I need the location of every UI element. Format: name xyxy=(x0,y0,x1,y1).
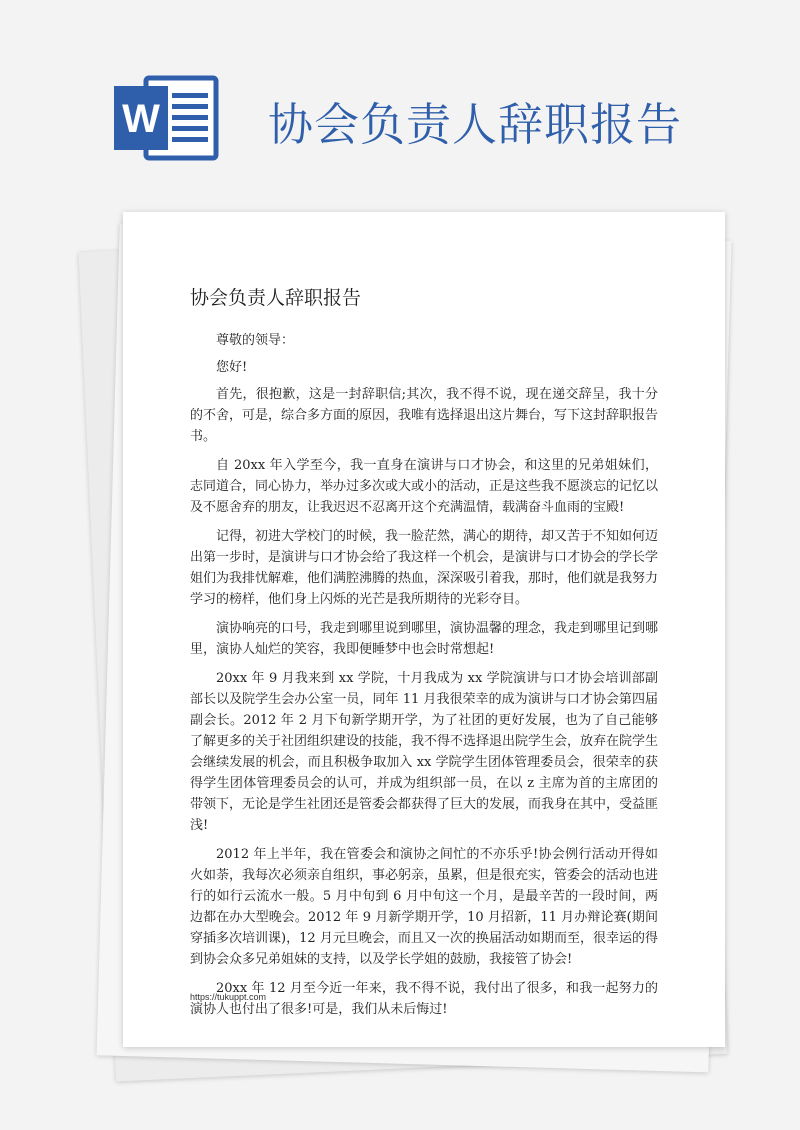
salutation: 尊敬的领导： xyxy=(216,333,295,348)
paragraph: 记得，初进大学校门的时候，我一脸茫然，满心的期待，却又苦于不知如何迈出第一步时，是演讲与口才协会给了我这样一个机会，是演讲与口才协会的学长学姐们为我排忧解难，他们满腔沸腾的热血，深深吸引着我，那时，他们就是我努力学习的榜样，他们身上闪烁的光芒是我所期待的光彩夺目。 xyxy=(190,529,659,607)
word-document-icon xyxy=(112,74,220,162)
paragraph: 20xx 年 12 月至今近一年来，我不得不说，我付出了很多，和我一起努力的演协人也付出了很多!可是，我们从未后悔过! xyxy=(190,981,658,1017)
banner-title: 协会负责人辞职报告 xyxy=(268,98,683,151)
paragraph: 演协响亮的口号，我走到哪里说到哪里，演协温馨的理念，我走到哪里记到哪里，演协人灿烂的笑容，我即便睡梦中也会时常想起! xyxy=(190,621,659,657)
document-body xyxy=(190,330,658,1028)
paragraph: 20xx 年 9 月我来到 xx 学院，十月我成为 xx 学院演讲与口才协会培训部副部长以及院学生会办公室一员，同年 11 月我很荣幸的成为演讲与口才协会第四届副会长。2012 年 2 月下旬新学期开学，为了社团的更好发展，也为了自己能够了解更多的关于社团组织建设的技能，我不得不选择退出院学生会，放弃在院学生会继续发展的机会，而且积极争取加入 xx 学院学生团体管理委员会，很荣幸的获得学生团体管理委员会的认可，并成为组织部一员，在以 z 主席为首的主席团的带领下，无论是学生社团还是管委会都获得了巨大的发展，而我身在其中，受益匪浅! xyxy=(190,671,659,833)
paragraph: 首先，很抱歉，这是一封辞职信;其次，我不得不说，现在递交辞呈，我十分的不舍，可是，综合多方面的原因，我唯有选择退出这片舞台，写下这封辞职报告书。 xyxy=(190,387,659,444)
paragraph: 2012 年上半年，我在管委会和演协之间忙的不亦乐乎!协会例行活动开得如火如荼，我每次必须亲自组织，事必躬亲，虽累，但是很充实，管委会的活动也进行的如行云流水一般。5 月中旬到 6 月中旬这一个月，是最辛苦的一段时间，两边都在办大型晚会。2012 年 9 月新学期开学，10 月招新，11 月办辩论赛(期间穿插多次培训课)，12 月元旦晚会，而且又一次的换届活动如期而至，很幸运的得到协会众多兄弟姐妹的支持，以及学长学姐的鼓励，我接管了协会! xyxy=(190,847,659,967)
logo-letter: W xyxy=(122,97,160,141)
paragraph: 自 20xx 年入学至今，我一直身在演讲与口才协会，和这里的兄弟姐妹们，志同道合，同心协力，举办过多次或大或小的活动，正是这些我不愿淡忘的记忆以及不愿舍弃的朋友，让我迟迟不忍离开这个充满温情，载满奋斗血雨的宝殿! xyxy=(190,458,659,515)
document-title: 协会负责人辞职报告 xyxy=(190,287,362,309)
footer-url: https://tukuppt.com xyxy=(190,992,267,1002)
greeting: 您好! xyxy=(216,360,248,375)
banner xyxy=(0,0,800,200)
